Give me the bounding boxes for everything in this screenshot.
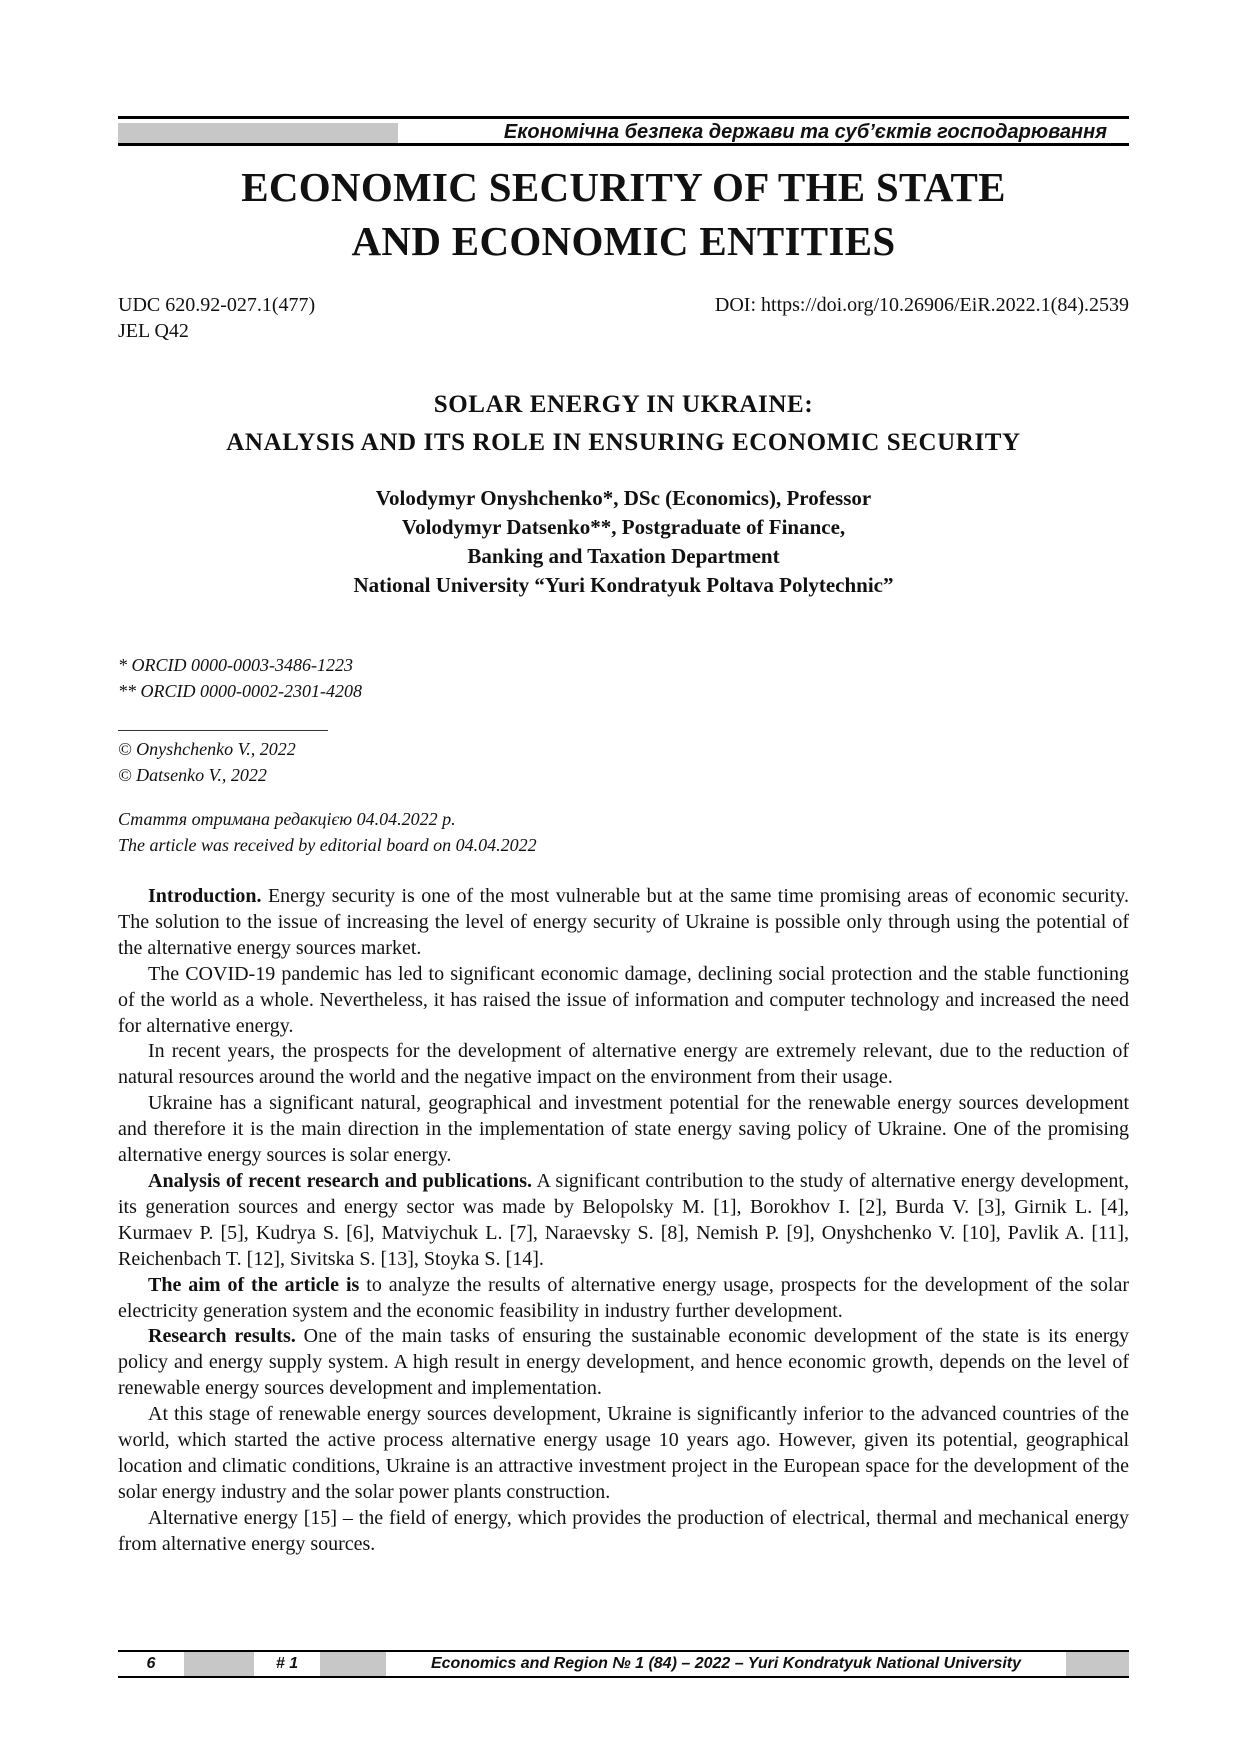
jel-code: JEL Q42	[118, 320, 189, 342]
footer-gray-block-3	[1066, 1652, 1129, 1676]
orcid-2: ** ORCID 0000-0002-2301-4208	[118, 681, 362, 701]
running-footer	[118, 1650, 1129, 1678]
paragraph-alternative-energy: Alternative energy [15] – the field of energy, which provides the production of electrical, thermal and mechanical energy from alternative energy sources.	[118, 1506, 1129, 1555]
paragraph-analysis	[118, 1169, 1129, 1273]
paragraph-aim	[118, 1273, 1129, 1325]
author-line1: Volodymyr Onyshchenko*, DSc (Economics), Professor	[375, 486, 872, 510]
issue-number: # 1	[275, 1655, 299, 1672]
section-title	[118, 160, 1129, 268]
paragraph-stage: At this stage of renewable energy sources development, Ukraine is significantly inferior to the advanced countries of the world, which started the active process alternative energy usage 10 years ago. However, given its potential, geographical location and climatic conditions, Ukraine is an attractive investment project in the European space for the development of the solar energy industry and the solar power plants construction.	[118, 1403, 1129, 1503]
udc-code: UDC 620.92-027.1(477)	[118, 294, 316, 316]
paragraph-potential: Ukraine has a significant natural, geographical and investment potential for the renewable energy sources development and therefore it is the main direction in the implementation of state energy saving policy of Ukraine. One of the promising alternative energy sources is solar energy.	[118, 1092, 1129, 1167]
paragraph-text: A significant contribution to the study of alternative energy development, its generation sources and energy sector was made by Belopolsky M. [1], Borokhov I. [2], Burda V. [3], Girnik L. [4], Kurmaev P. [5], Kudrya S. [6], Matviychuk L. [7], Naraevsky S. [8], Nemish P. [9], Onyshchenko V. [10], Pavlik A. [11], Reichenbach T. [12], Sivitska S. [13], Stoyka S. [14].	[118, 1169, 1129, 1270]
paragraph-text: One of the main tasks of ensuring the sustainable economic development of the state is its energy policy and energy supply system. A high result in energy development, and hence economic growth, depends on the level of renewable energy sources development and implementation.	[118, 1325, 1129, 1400]
classification-codes	[118, 292, 315, 344]
header-rule-top	[118, 116, 1129, 119]
page-number: 6	[146, 1655, 156, 1672]
header-rule-bottom	[118, 143, 1129, 146]
footer-gray-block-2	[320, 1652, 386, 1676]
section-title-line2: AND ECONOMIC ENTITIES	[351, 218, 896, 264]
paragraph-introduction	[118, 884, 1129, 962]
footer-gray-block-1	[184, 1652, 254, 1676]
doi: DOI: https://doi.org/10.26906/EiR.2022.1(84).2539	[714, 294, 1129, 316]
article-title-line2: ANALYSIS AND ITS ROLE IN ENSURING ECONOMIC SECURITY	[226, 429, 1021, 456]
author-affiliation: National University “Yuri Kondratyuk Poltava Polytechnic”	[353, 573, 894, 597]
header-gray-block	[118, 123, 398, 143]
article-title	[118, 386, 1129, 462]
heading-introduction: Introduction.	[148, 885, 262, 907]
footer-journal-name: Economics and Region № 1 (84) – 2022 – Yuri Kondratyuk National University	[430, 1655, 1022, 1672]
footnote-rule	[118, 730, 328, 731]
copyright-notes	[118, 736, 296, 788]
paragraph-text: Energy security is one of the most vulnerable but at the same time promising areas of economic security. The solution to the issue of increasing the level of energy security of Ukraine is possible only through using the potential of the alternative energy sources market.	[118, 885, 1129, 959]
author-line2: Volodymyr Datsenko**, Postgraduate of Finance,	[401, 515, 846, 539]
orcid-1: * ORCID 0000-0003-3486-1223	[118, 655, 353, 675]
heading-analysis: Analysis of recent research and publications.	[148, 1169, 533, 1192]
received-notes	[118, 806, 537, 858]
article-body	[118, 884, 1129, 1558]
section-title-line1: ECONOMIC SECURITY OF THE STATE	[241, 164, 1006, 210]
journal-section-title: Економічна безпека держави та суб’єктів господарювання	[503, 121, 1107, 143]
paragraph-prospects: In recent years, the prospects for the development of alternative energy are extremely relevant, due to the reduction of natural resources around the world and the negative impact on the environment from their usage.	[118, 1040, 1129, 1089]
orcid-notes	[118, 652, 362, 704]
received-ua: Стаття отримана редакцією 04.04.2022 р.	[118, 809, 456, 829]
article-title-line1: SOLAR ENERGY IN UKRAINE:	[433, 391, 814, 418]
running-header	[118, 116, 1129, 146]
paragraph-text: to analyze the results of alternative energy usage, prospects for the development of the solar electricity generation system and the economic feasibility in industry further development.	[118, 1273, 1129, 1322]
author-line3: Banking and Taxation Department	[467, 544, 780, 568]
received-en: The article was received by editorial board on 04.04.2022	[118, 835, 537, 855]
heading-aim: The aim of the article is	[148, 1273, 360, 1296]
paragraph-results	[118, 1324, 1129, 1402]
copyright-2: © Datsenko V., 2022	[118, 765, 267, 785]
copyright-1: © Onyshchenko V., 2022	[118, 739, 296, 759]
paragraph-covid: The COVID-19 pandemic has led to significant economic damage, declining social protection and the stable functioning of the world as a whole. Nevertheless, it has raised the issue of information and computer technology and increased the need for alternative energy.	[118, 962, 1129, 1037]
footer-rule-bottom	[118, 1676, 1129, 1678]
author-block	[118, 484, 1129, 600]
heading-results: Research results.	[148, 1325, 296, 1348]
